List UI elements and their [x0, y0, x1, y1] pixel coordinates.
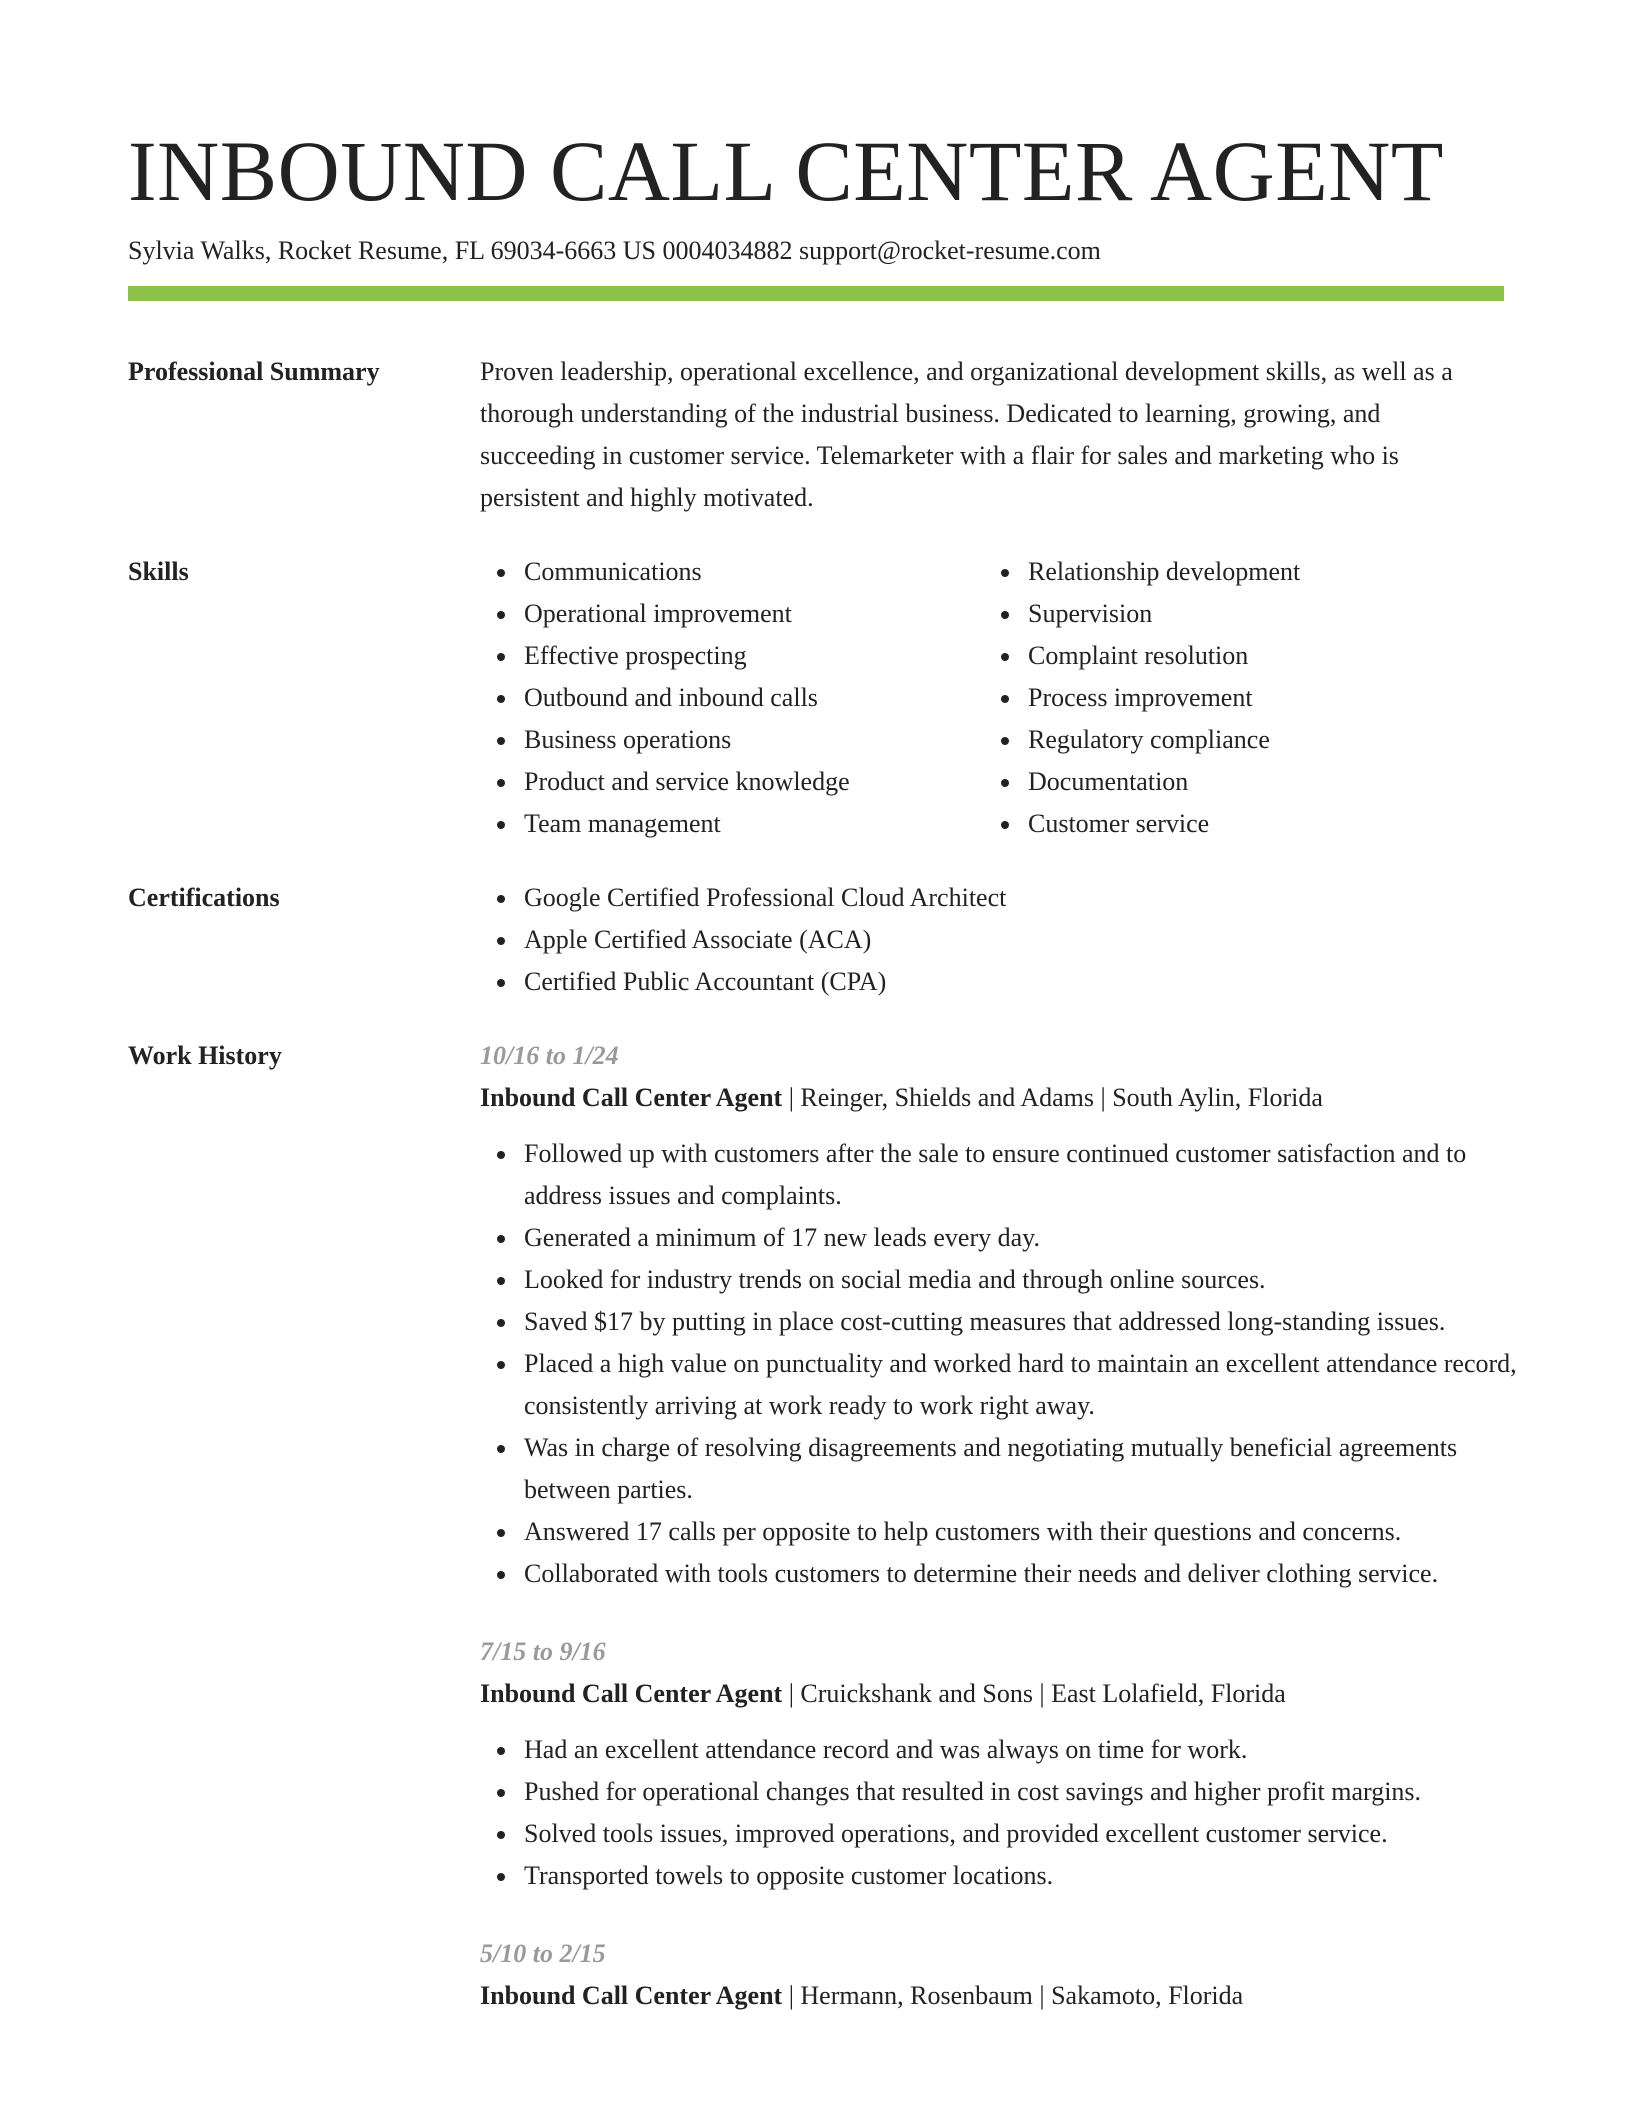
- skill-item: Business operations: [524, 719, 984, 761]
- job-bullets: [480, 1133, 1542, 1595]
- skill-item: Communications: [524, 551, 984, 593]
- skill-item: Process improvement: [1028, 677, 1488, 719]
- job-bullet: Generated a minimum of 17 new leads every day.: [524, 1217, 1542, 1259]
- skill-item: Supervision: [1028, 593, 1488, 635]
- job-bullet: Was in charge of resolving disagreements and negotiating mutually beneficial agreements between parties.: [524, 1427, 1542, 1511]
- job-bullet: Answered 17 calls per opposite to help customers with their questions and concerns.: [524, 1511, 1542, 1553]
- job-entry: [480, 1933, 1542, 2017]
- skill-item: Relationship development: [1028, 551, 1488, 593]
- section-label-certifications: Certifications: [128, 883, 280, 912]
- skill-item: Operational improvement: [524, 593, 984, 635]
- job-bullet: Had an excellent attendance record and was always on time for work.: [524, 1729, 1542, 1771]
- job-bullet: Saved $17 by putting in place cost-cutting measures that addressed long-standing issues.: [524, 1301, 1542, 1343]
- skills-list-right: [984, 551, 1488, 845]
- skill-item: Documentation: [1028, 761, 1488, 803]
- certification-item: Certified Public Accountant (CPA): [524, 961, 1504, 1003]
- job-title: Inbound Call Center Agent: [480, 1981, 783, 2010]
- header-divider: [128, 286, 1504, 301]
- skill-item: Complaint resolution: [1028, 635, 1488, 677]
- certifications-section: [128, 877, 1504, 1003]
- skill-item: Regulatory compliance: [1028, 719, 1488, 761]
- job-bullet: Looked for industry trends on social media and through online sources.: [524, 1259, 1542, 1301]
- skills-list-left: [480, 551, 984, 845]
- job-entry: [480, 1631, 1542, 1897]
- skills-section: [128, 551, 1504, 845]
- skill-item: Customer service: [1028, 803, 1488, 845]
- contact-info: Sylvia Walks, Rocket Resume, FL 69034-6663 US 0004034882 support@rocket-resume.com: [128, 236, 1101, 265]
- job-details: | Cruickshank and Sons | East Lolafield, Florida: [782, 1679, 1286, 1708]
- job-title: Inbound Call Center Agent: [480, 1083, 783, 1112]
- job-entry: [480, 1035, 1542, 1595]
- certifications-list: [480, 877, 1504, 1003]
- skill-item: Product and service knowledge: [524, 761, 984, 803]
- resume-page: [128, 0, 1517, 2053]
- certification-item: Google Certified Professional Cloud Architect: [524, 877, 1504, 919]
- section-label-summary: Professional Summary: [128, 357, 380, 386]
- skill-item: Outbound and inbound calls: [524, 677, 984, 719]
- section-label-skills: Skills: [128, 557, 189, 586]
- work-history-section: [128, 1035, 1517, 2053]
- job-heading: [480, 1077, 1542, 1119]
- resume-title: INBOUND CALL CENTER AGENT: [128, 123, 1444, 219]
- job-heading: [480, 1975, 1542, 2017]
- job-dates: 5/10 to 2/15: [480, 1939, 606, 1968]
- skill-item: Effective prospecting: [524, 635, 984, 677]
- section-label-work-history: Work History: [128, 1041, 282, 1070]
- job-bullet: Pushed for operational changes that resulted in cost savings and higher profit margins.: [524, 1771, 1542, 1813]
- job-title: Inbound Call Center Agent: [480, 1679, 783, 1708]
- summary-text: Proven leadership, operational excellence, and organizational development skills, as well as a thorough understanding of the industrial business. Dedicated to learning, growing, and succeeding in customer service. Telemarketer with a flair for sales and marketing who is persistent and highly motivated.: [480, 357, 1453, 512]
- job-bullet: Collaborated with tools customers to determine their needs and deliver clothing service.: [524, 1553, 1542, 1595]
- skill-item: Team management: [524, 803, 984, 845]
- job-bullet: Placed a high value on punctuality and worked hard to maintain an excellent attendance record, consistently arriving at work ready to work right away.: [524, 1343, 1542, 1427]
- job-bullets: [480, 1729, 1542, 1897]
- job-bullet: Transported towels to opposite customer locations.: [524, 1855, 1542, 1897]
- job-bullet: Solved tools issues, improved operations, and provided excellent customer service.: [524, 1813, 1542, 1855]
- job-details: | Hermann, Rosenbaum | Sakamoto, Florida: [782, 1981, 1244, 2010]
- job-dates: 7/15 to 9/16: [480, 1637, 606, 1666]
- professional-summary-section: [128, 351, 1504, 519]
- job-dates: 10/16 to 1/24: [480, 1041, 619, 1070]
- job-bullet: Followed up with customers after the sale to ensure continued customer satisfaction and to address issues and complaints.: [524, 1133, 1542, 1217]
- certification-item: Apple Certified Associate (ACA): [524, 919, 1504, 961]
- job-heading: [480, 1673, 1542, 1715]
- job-details: | Reinger, Shields and Adams | South Aylin, Florida: [782, 1083, 1323, 1112]
